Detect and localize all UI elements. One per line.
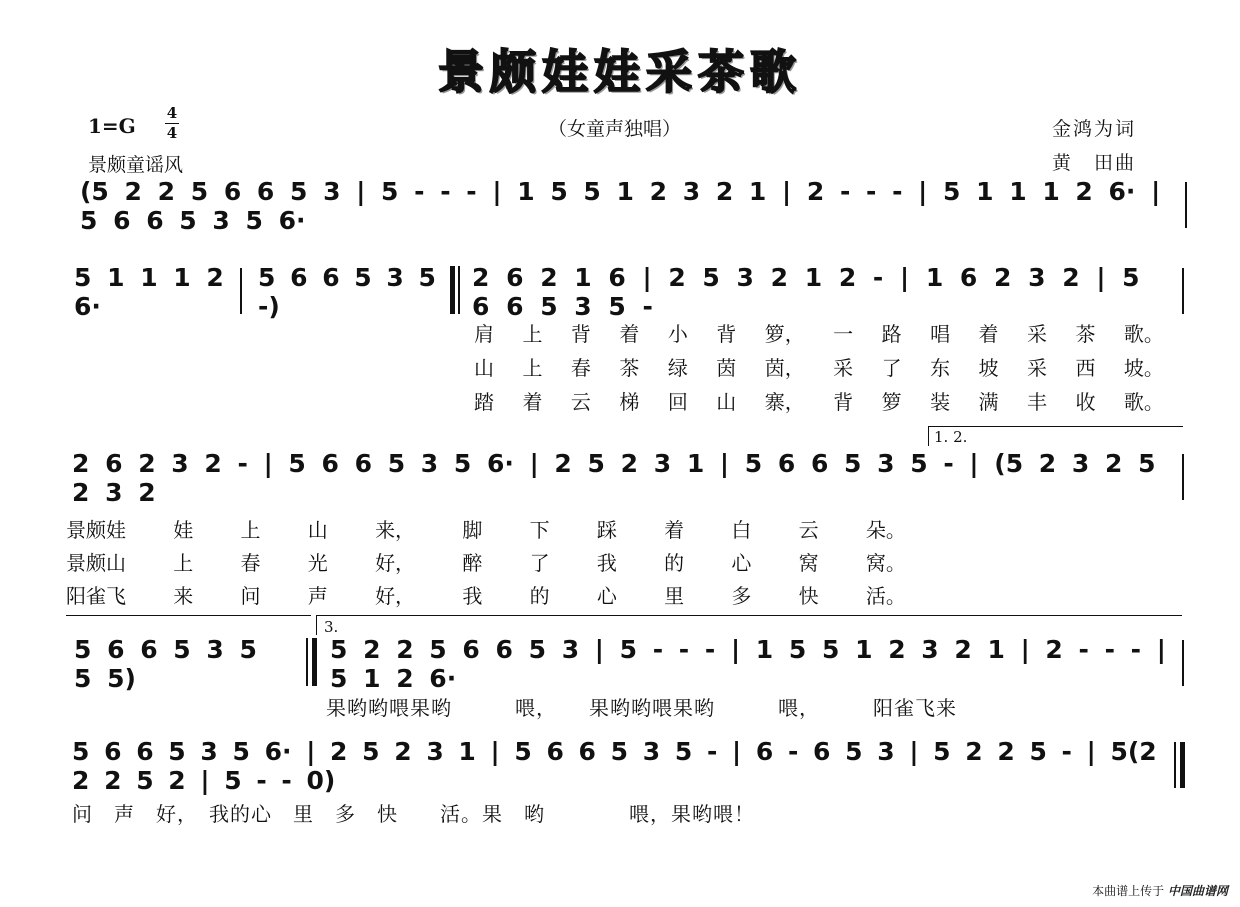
lyric: 多 <box>731 584 752 608</box>
lyric: 春 <box>240 551 261 575</box>
lyric: 活。 <box>865 584 906 608</box>
lyric: 踩 <box>596 518 617 542</box>
lyric: 下 <box>529 518 550 542</box>
score-row-4a: 5 6 6 5 3 5 5 5) <box>74 635 257 693</box>
footer-text: 本曲谱上传于 <box>1092 884 1165 898</box>
composer: 黄 田曲 <box>1052 152 1137 174</box>
lyric: 背 <box>570 322 591 346</box>
score-row-2c: 2 6 2 1 6 | 2 5 3 2 1 2 - | 1 6 2 3 2 | 5 6 6 5 3 5 - <box>472 263 1140 321</box>
lyric: 满 <box>978 390 999 414</box>
barline <box>240 268 242 314</box>
lyric: 景颇娃 <box>66 518 126 542</box>
barline-row1-end <box>1185 182 1187 228</box>
lyric: 唱 <box>930 322 951 346</box>
lyric: 肩 <box>474 322 494 346</box>
lyric: 春 <box>570 356 591 380</box>
lyric: 歌。 <box>1123 322 1164 346</box>
volta-3-line <box>316 615 1182 616</box>
lyrics-verse-3 <box>474 386 1164 415</box>
key-signature: 1=G <box>88 114 136 138</box>
lyric: 景颇山 <box>66 551 126 575</box>
repeat-start-thin <box>458 266 460 314</box>
lyric: 光 <box>307 551 328 575</box>
lyric: 回 <box>667 390 688 414</box>
subtitle: （女童声独唱） <box>548 118 682 140</box>
lyric: 我 <box>596 551 617 575</box>
lyric: 采 <box>1026 322 1047 346</box>
score-row-3: 2 6 2 3 2 - | 5 6 6 5 3 5 6· | 2 5 2 3 1 | 5 6 6 5 3 5 - | (5 2 3 2 5 2 3 2 <box>72 449 1156 507</box>
repeat-start-thick <box>450 266 455 314</box>
volta-1-2-line <box>928 426 1183 427</box>
lyric: 茵， <box>764 356 805 380</box>
lyrics-row-4: 果哟哟喂果哟 喂， 果哟哟喂果哟 喂， 阳雀飞来 <box>326 696 957 720</box>
score-row-1: (5 2 2 5 6 6 5 3 | 5 - - - | 1 5 5 1 2 3 2 1 | 2 - - - | 5 1 1 1 2 6· | 5 6 6 5 3 5 6· <box>80 177 1161 235</box>
lyric: 箩 <box>881 390 902 414</box>
lyric: 声 <box>307 584 328 608</box>
repeat-end-thin <box>306 638 308 686</box>
lyric: 快 <box>798 584 819 608</box>
lyric: 我 <box>462 584 483 608</box>
lyric: 茶 <box>1075 322 1096 346</box>
lyric: 里 <box>664 584 685 608</box>
lyric: 心 <box>731 551 752 575</box>
score-row-2b: 5 6 6 5 3 5 -) <box>258 263 436 321</box>
lyric: 云 <box>798 518 819 542</box>
lyric: 来 <box>173 584 194 608</box>
lyric: 背 <box>716 322 737 346</box>
song-title: 景颇娃娃采茶歌 <box>438 45 802 99</box>
lyric: 山 <box>474 356 494 380</box>
lyrics-chorus-2 <box>66 547 906 576</box>
lyric: 西 <box>1075 356 1096 380</box>
lyric: 了 <box>881 356 902 380</box>
lyric: 脚 <box>462 518 483 542</box>
lyric: 上 <box>522 356 543 380</box>
lyric: 来， <box>375 518 416 542</box>
lyric: 窝 <box>798 551 819 575</box>
lyric: 山 <box>307 518 328 542</box>
style-note: 景颇童谣风 <box>88 154 184 176</box>
lyric: 了 <box>529 551 550 575</box>
lyric: 梯 <box>619 390 640 414</box>
lyric: 着 <box>978 322 999 346</box>
barline-row2-end <box>1182 268 1184 314</box>
barline-row3-end <box>1182 454 1184 500</box>
lyricist: 金鸿为词 <box>1052 118 1137 140</box>
lyric: 收 <box>1075 390 1096 414</box>
lyric: 朵。 <box>865 518 906 542</box>
lyrics-verse-2 <box>474 352 1164 381</box>
lyric: 茵 <box>716 356 737 380</box>
barline-row4-end <box>1182 640 1184 686</box>
repeat-end-thick <box>312 638 317 686</box>
lyric: 好， <box>375 584 416 608</box>
lyric: 装 <box>930 390 951 414</box>
time-signature-top: 4 <box>166 104 178 122</box>
score-row-5: 5 6 6 5 3 5 6· | 2 5 2 3 1 | 5 6 6 5 3 5 - | 6 - 6 5 3 | 5 2 2 5 - | 5(2 2 2 5 2 | 5 - - 0) <box>72 737 1157 795</box>
lyric: 一 <box>833 322 854 346</box>
lyric: 寨， <box>764 390 805 414</box>
lyrics-chorus-1 <box>66 514 906 543</box>
volta-1-2-label: 1. 2. <box>934 428 968 446</box>
lyric: 着 <box>664 518 685 542</box>
lyric: 歌。 <box>1123 390 1164 414</box>
lyric: 心 <box>596 584 617 608</box>
lyric: 的 <box>529 584 550 608</box>
score-row-4b: 5 2 2 5 6 6 5 3 | 5 - - - | 1 5 5 1 2 3 2 1 | 2 - - - | 5 1 2 6· <box>330 635 1166 693</box>
site-logo[interactable]: 中国曲谱网 <box>1167 884 1228 898</box>
lyric: 上 <box>173 551 194 575</box>
lyric: 东 <box>930 356 951 380</box>
lyric: 着 <box>522 390 543 414</box>
lyric: 上 <box>240 518 261 542</box>
final-barline-thick <box>1180 742 1185 788</box>
lyric: 阳雀飞 <box>66 584 126 608</box>
lyric: 茶 <box>619 356 640 380</box>
lyric: 白 <box>731 518 752 542</box>
lyric: 好， <box>375 551 416 575</box>
lyric: 踏 <box>474 390 494 414</box>
volta-1-2-hook <box>928 426 929 446</box>
lyric: 丰 <box>1026 390 1047 414</box>
lyric: 路 <box>881 322 902 346</box>
lyric: 着 <box>619 322 640 346</box>
lyric: 醉 <box>462 551 483 575</box>
lyric: 坡。 <box>1123 356 1164 380</box>
lyric: 山 <box>716 390 737 414</box>
lyric: 箩， <box>764 322 805 346</box>
lyrics-verse-1 <box>474 318 1164 347</box>
lyric: 采 <box>1026 356 1047 380</box>
lyric: 采 <box>833 356 854 380</box>
lyric: 云 <box>570 390 591 414</box>
final-barline-thin <box>1174 742 1176 788</box>
lyric: 娃 <box>173 518 194 542</box>
volta-3-label: 3. <box>324 618 339 636</box>
lyrics-row-5: 问 声 好， 我的心 里 多 快 活。果 哟 喂，果哟喂！ <box>72 802 755 826</box>
upload-footer <box>1092 882 1228 899</box>
lyric: 背 <box>833 390 854 414</box>
lyric: 窝。 <box>865 551 906 575</box>
lyric: 小 <box>667 322 688 346</box>
lyrics-chorus-3 <box>66 580 906 609</box>
time-signature-bottom: 4 <box>166 124 178 142</box>
volta-1-2-continuation <box>66 615 311 616</box>
score-row-2a: 5 1 1 1 2 6· <box>74 263 224 321</box>
lyric: 坡 <box>978 356 999 380</box>
lyric: 绿 <box>667 356 688 380</box>
lyric: 上 <box>522 322 543 346</box>
lyric: 的 <box>664 551 685 575</box>
lyric: 问 <box>240 584 261 608</box>
volta-3-hook <box>316 615 317 635</box>
